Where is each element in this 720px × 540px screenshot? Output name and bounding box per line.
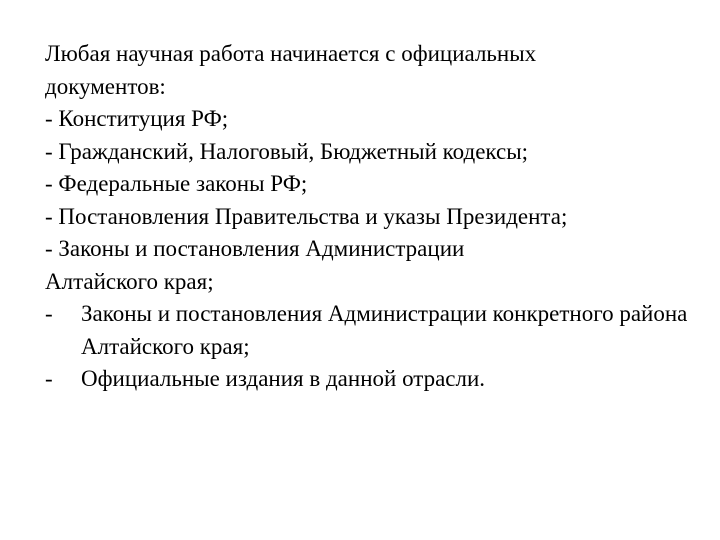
bullet-text-official-publications: Официальные издания в данной отрасли. (81, 366, 486, 391)
list-item (45, 363, 695, 396)
slide-text-body (45, 38, 695, 396)
text-line-intro-2: документов: (45, 73, 166, 99)
bullet-marker: - (45, 301, 53, 326)
text-line-administration-laws: - Законы и постановления Администрации (45, 236, 465, 261)
bullet-marker: - (45, 366, 53, 391)
text-line-intro-1: Любая научная работа начинается с официальных (45, 41, 537, 66)
text-line-altai-region: Алтайского края; (45, 268, 214, 294)
text-line-government-decrees: - Постановления Правительства и указы Президента; (45, 203, 568, 229)
text-line-federal-laws: - Федеральные законы РФ; (45, 171, 308, 196)
text-line-constitution: - Конституция РФ; (45, 106, 229, 131)
bullet-list (45, 298, 695, 396)
text-line-codes: - Гражданский, Налоговый, Бюджетный кодексы; (45, 138, 529, 164)
list-item (45, 298, 695, 363)
bullet-text-district-laws: Законы и постановления Администрации конкретного района Алтайского края; (81, 301, 688, 359)
